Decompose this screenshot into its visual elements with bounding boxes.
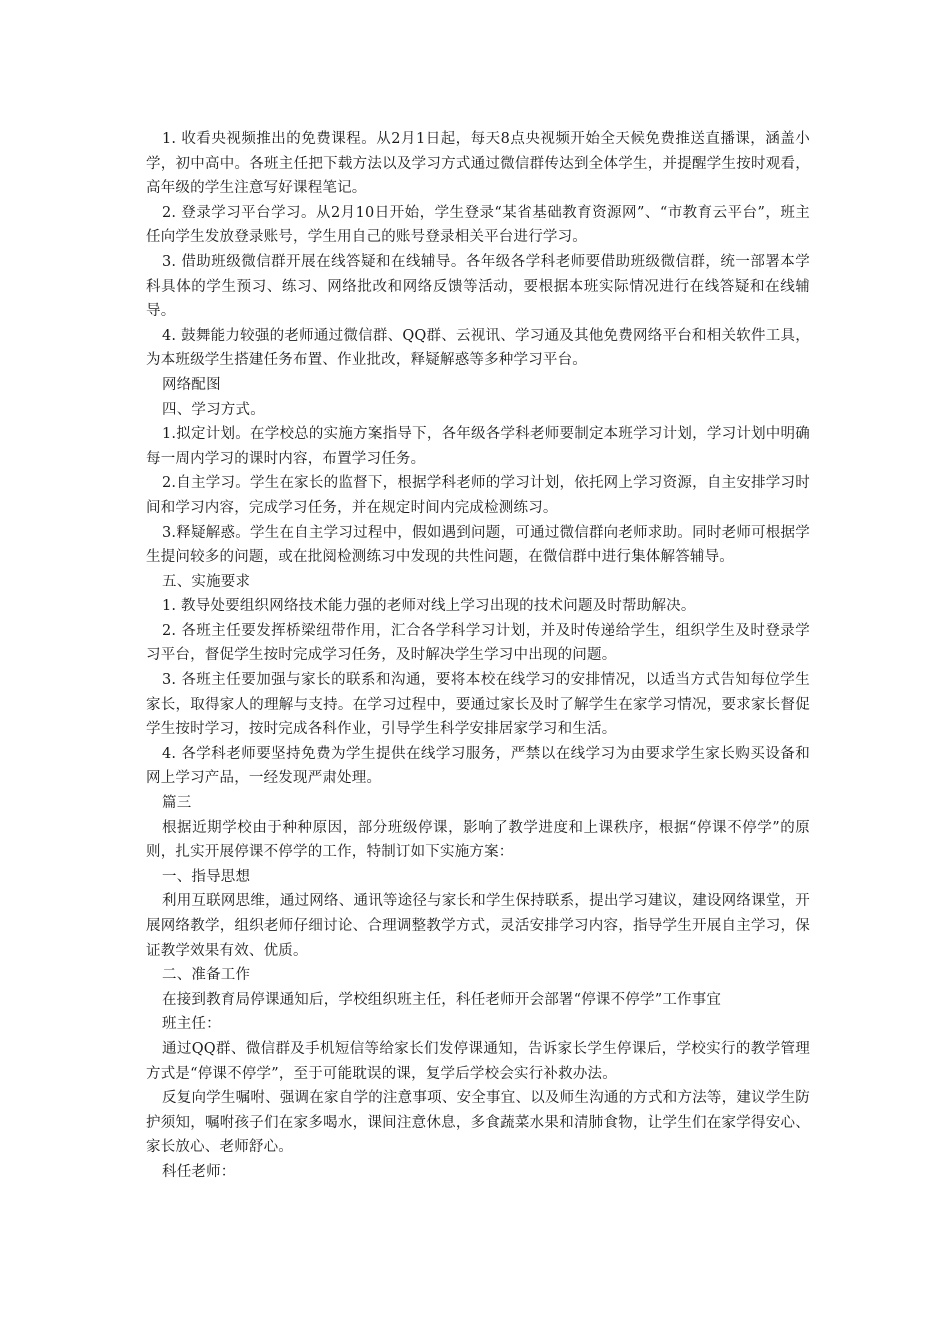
paragraph: 根据近期学校由于种种原因，部分班级停课，影响了教学进度和上课秩序，根据“停课不停学”的原则，扎实开展停课不停学的工作，特制订如下实施方案： [146, 819, 810, 861]
paragraph: 2.自主学习。学生在家长的监督下，根据学科老师的学习计划，依托网上学习资源，自主安排学习时间和学习内容，完成学习任务，并在规定时间内完成检测练习。 [146, 475, 810, 516]
paragraph: 1. 收看央视频推出的免费课程。从2月1日起，每天8点央视频开始全天候免费推送直播课，涵盖小学，初中高中。各班主任把下载方法以及学习方式通过微信群传达到全体学生，并提醒学生按时观看，高年级的学生注意写好课程笔记。 [146, 131, 810, 197]
paragraph: 2. 各班主任要发挥桥梁纽带作用，汇合各学科学习计划，并及时传递给学生，组织学生及时登录学习平台，督促学生按时完成学习任务，及时解决学生学习中出现的问题。 [146, 622, 810, 664]
paragraph: 4. 鼓舞能力较强的老师通过微信群、QQ群、云视讯、学习通及其他免费网络平台和相关软件工具，为本班级学生搭建任务布置、作业批改，释疑解惑等多种学习平台。 [146, 327, 810, 369]
paragraph: 利用互联网思维，通过网络、通讯等途径与家长和学生保持联系，提出学习建议，建设网络课堂，开展网络教学，组织老师仔细讨论、合理调整教学方式，灵活安排学习内容，指导学生开展自主学习，保证教学效果有效、优质。 [146, 893, 810, 959]
section-heading: 五、实施要求 [162, 573, 251, 590]
subheading: 班主任： [162, 1016, 221, 1033]
paragraph: 反复向学生嘱咐、强调在家自学的注意事项、安全事宜、以及师生沟通的方式和方法等，建议学生防护须知，嘱咐孩子们在家多喝水，课间注意休息，多食蔬菜水果和清肺食物，让学生们在家学得安心、家长放心、老师舒心。 [146, 1090, 810, 1156]
part-heading: 篇三 [162, 795, 192, 812]
paragraph: 2. 登录学习平台学习。从2月10日开始，学生登录“某省基础教育资源网”、“市教育云平台”，班主任向学生发放登录账号，学生用自己的账号登录相关平台进行学习。 [146, 204, 810, 246]
paragraph: 通过QQ群、微信群及手机短信等给家长们发停课通知，告诉家长学生停课后，学校实行的教学管理方式是“停课不停学”，至于可能耽误的课，复学后学校会实行补救办法。 [146, 1040, 810, 1082]
image-caption: 网络配图 [162, 376, 221, 393]
paragraph: 3. 各班主任要加强与家长的联系和沟通，要将本校在线学习的安排情况，以适当方式告知每位学生家长，取得家人的理解与支持。在学习过程中，要通过家长及时了解学生在家学习情况，要求家长督促学生按时学习，按时完成各科作业，引导学生科学安排居家学习和生活。 [146, 672, 810, 738]
paragraph: 4. 各学科老师要坚持免费为学生提供在线学习服务，严禁以在线学习为由要求学生家长购买设备和网上学习产品，一经发现严肃处理。 [146, 745, 810, 787]
paragraph: 3.释疑解惑。学生在自主学习过程中，假如遇到问题，可通过微信群向老师求助。同时老师可根据学生提问较多的问题，或在批阅检测练习中发现的共性问题，在微信群中进行集体解答辅导。 [146, 524, 810, 566]
document-body [146, 127, 810, 1185]
paragraph: 1.拟定计划。在学校总的实施方案指导下，各年级各学科老师要制定本班学习计划，学习计划中明确每一周内学习的课时内容，布置学习任务。 [146, 426, 810, 467]
paragraph: 在接到教育局停课通知后，学校组织班主任，科任老师开会部署“停课不停学”工作事宜 [162, 991, 722, 1008]
section-heading: 四、学习方式。 [162, 401, 265, 418]
subheading: 科任老师： [162, 1163, 236, 1180]
paragraph: 1. 教导处要组织网络技术能力强的老师对线上学习出现的技术问题及时帮助解决。 [162, 598, 696, 615]
paragraph: 3. 借助班级微信群开展在线答疑和在线辅导。各年级各学科老师要借助班级微信群，统一部署本学科具体的学生预习、练习、网络批改和网络反馈等活动，要根据本班实际情况进行在线答疑和在线辅导。 [146, 253, 810, 320]
section-heading: 二、准备工作 [162, 967, 251, 984]
section-heading: 一、指导思想 [162, 868, 251, 885]
